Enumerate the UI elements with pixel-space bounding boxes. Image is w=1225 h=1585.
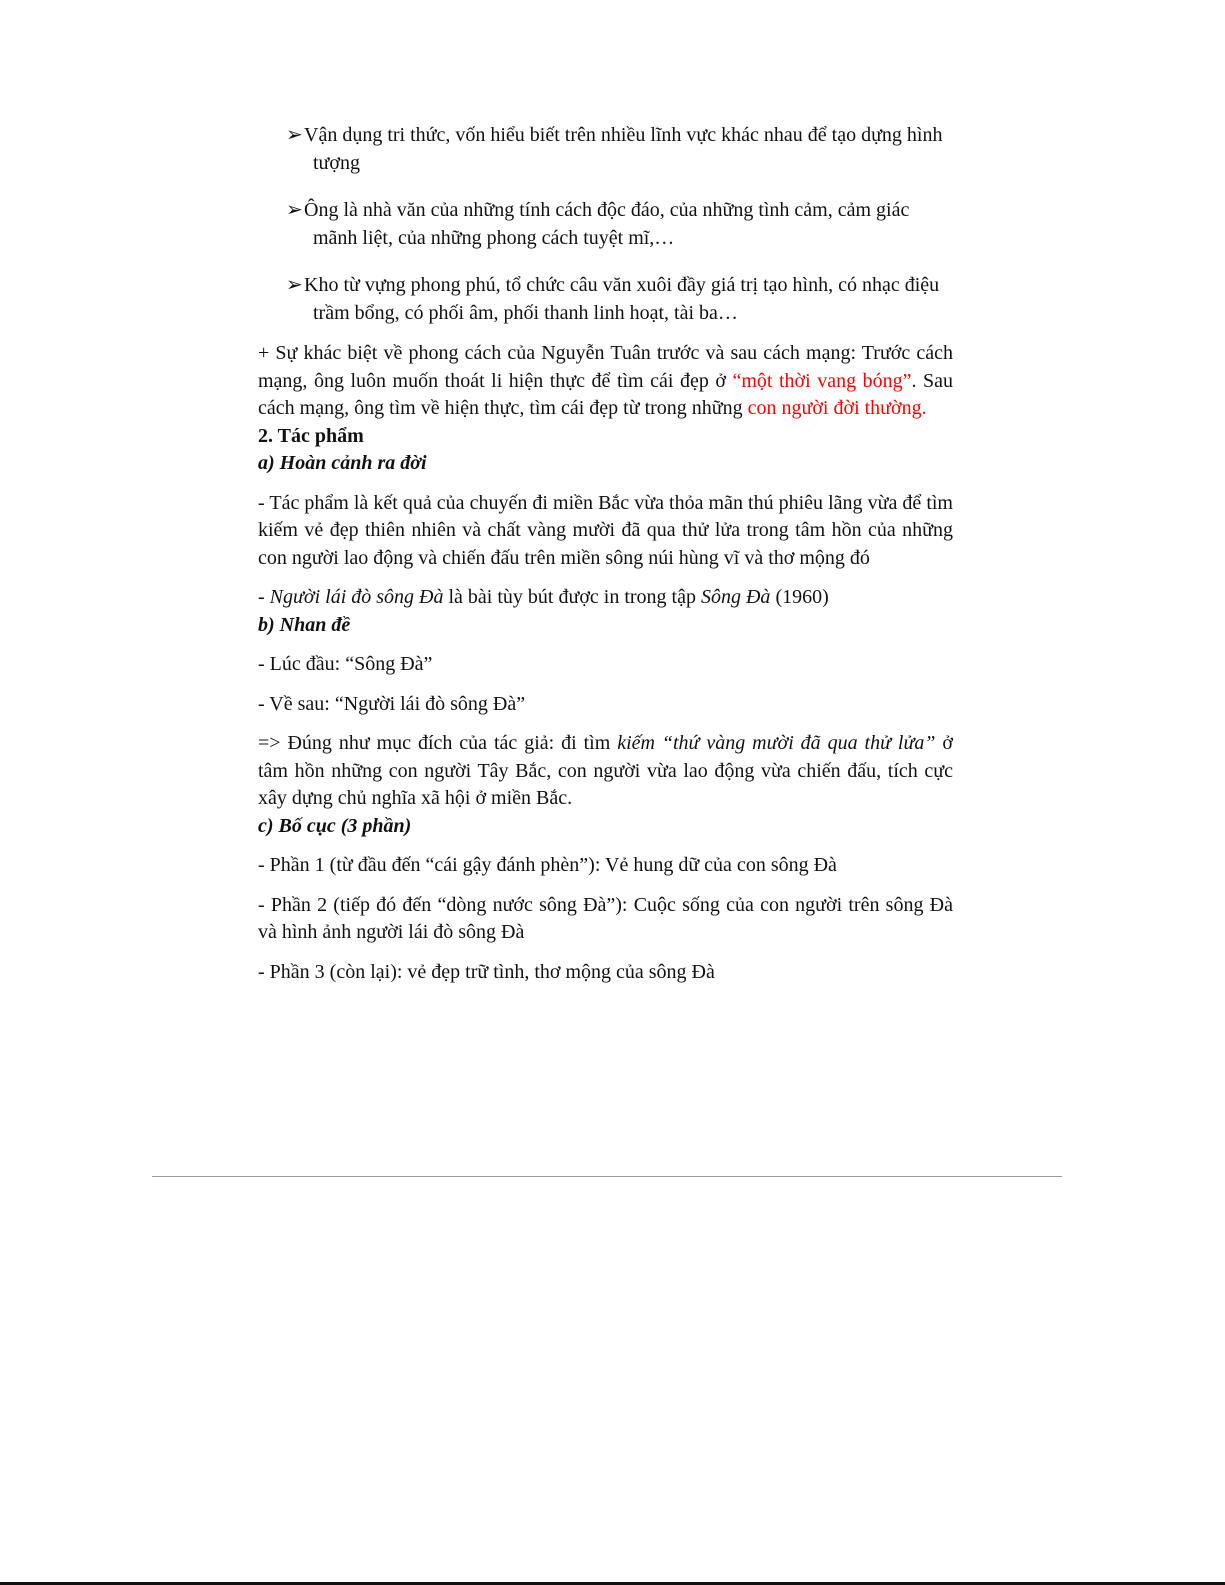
- bullet-item: ➢Ông là nhà văn của những tính cách độc đáo, của những tình cảm, cảm giác mãnh liệt, của những phong cách tuyệt mĩ,…: [286, 199, 910, 249]
- subsection-title-structure: c) Bố cục (3 phần): [258, 814, 412, 837]
- bullet-item: ➢Kho từ vựng phong phú, tổ chức câu văn xuôi đầy giá trị tạo hình, có nhạc điệu trầm bổng, có phối âm, phối thanh linh hoạt, tài ba…: [286, 274, 940, 324]
- section-title: 2. Tác phẩm: [258, 424, 364, 447]
- arrow-bullet-icon: ➢: [286, 199, 303, 221]
- arrow-bullet-icon: ➢: [286, 274, 303, 296]
- highlight-text: “một thời vang bóng”: [732, 369, 912, 392]
- publication-paragraph: - Người lái đò sông Đà là bài tùy bút được in trong tập Sông Đà (1960): [258, 586, 829, 608]
- document-page: [258, 102, 953, 986]
- structure-part-3: - Phần 3 (còn lại): vẻ đẹp trữ tình, thơ mộng của sông Đà: [258, 960, 715, 983]
- title-later-paragraph: - Về sau: “Người lái đò sông Đà”: [258, 692, 526, 715]
- context-paragraph: - Tác phẩm là kết quả của chuyến đi miền Bắc vừa thỏa mãn thú phiêu lãng vừa để tìm kiếm vẻ đẹp thiên nhiên và chất vàng mười đã qua thử lửa trong tâm hồn của những con người lao động và chiến đấu trên miền sông núi hùng vĩ và thơ mộng đó: [258, 491, 953, 569]
- highlight-text: con người đời thường.: [747, 397, 927, 419]
- purpose-paragraph: => Đúng như mục đích của tác giả: đi tìm kiếm “thứ vàng mười đã qua thử lửa” ở tâm hồn những con người Tây Bắc, con người vừa lao động vừa chiến đấu, tích cực xây dựng chủ nghĩa xã hội ở miền Bắc.: [258, 732, 953, 809]
- style-difference-paragraph: + Sự khác biệt về phong cách của Nguyễn Tuân trước và sau cách mạng: Trước cách mạng, ông luôn muốn thoát li hiện thực để tìm cái đẹp ở “một thời vang bóng”. Sau cách mạng, ông tìm về hiện thực, tìm cái đẹp từ trong những con người đời thường.: [258, 342, 954, 419]
- feature-list: [258, 122, 953, 327]
- book-title: Sông Đà: [700, 586, 771, 608]
- title-initial-paragraph: - Lúc đầu: “Sông Đà”: [258, 653, 433, 675]
- structure-part-1: - Phần 1 (từ đầu đến “cái gậy đánh phèn”): Vẻ hung dữ của con sông Đà: [258, 854, 837, 876]
- work-title: Người lái đò sông Đà: [269, 586, 444, 608]
- subsection-title-context: a) Hoàn cảnh ra đời: [258, 452, 427, 474]
- arrow-bullet-icon: ➢: [286, 124, 303, 146]
- footer-divider: [152, 1176, 1062, 1177]
- structure-part-2: - Phần 2 (tiếp đó đến “dòng nước sông Đà”): Cuộc sống của con người trên sông Đà và hình ảnh người lái đò sông Đà: [258, 893, 953, 943]
- subsection-title-name: b) Nhan đề: [258, 613, 351, 636]
- quoted-phrase: kiếm “thứ vàng mười đã qua thử lửa”: [617, 732, 936, 754]
- bullet-item: ➢Vận dụng tri thức, vốn hiểu biết trên nhiều lĩnh vực khác nhau để tạo dựng hình tượng: [286, 124, 943, 174]
